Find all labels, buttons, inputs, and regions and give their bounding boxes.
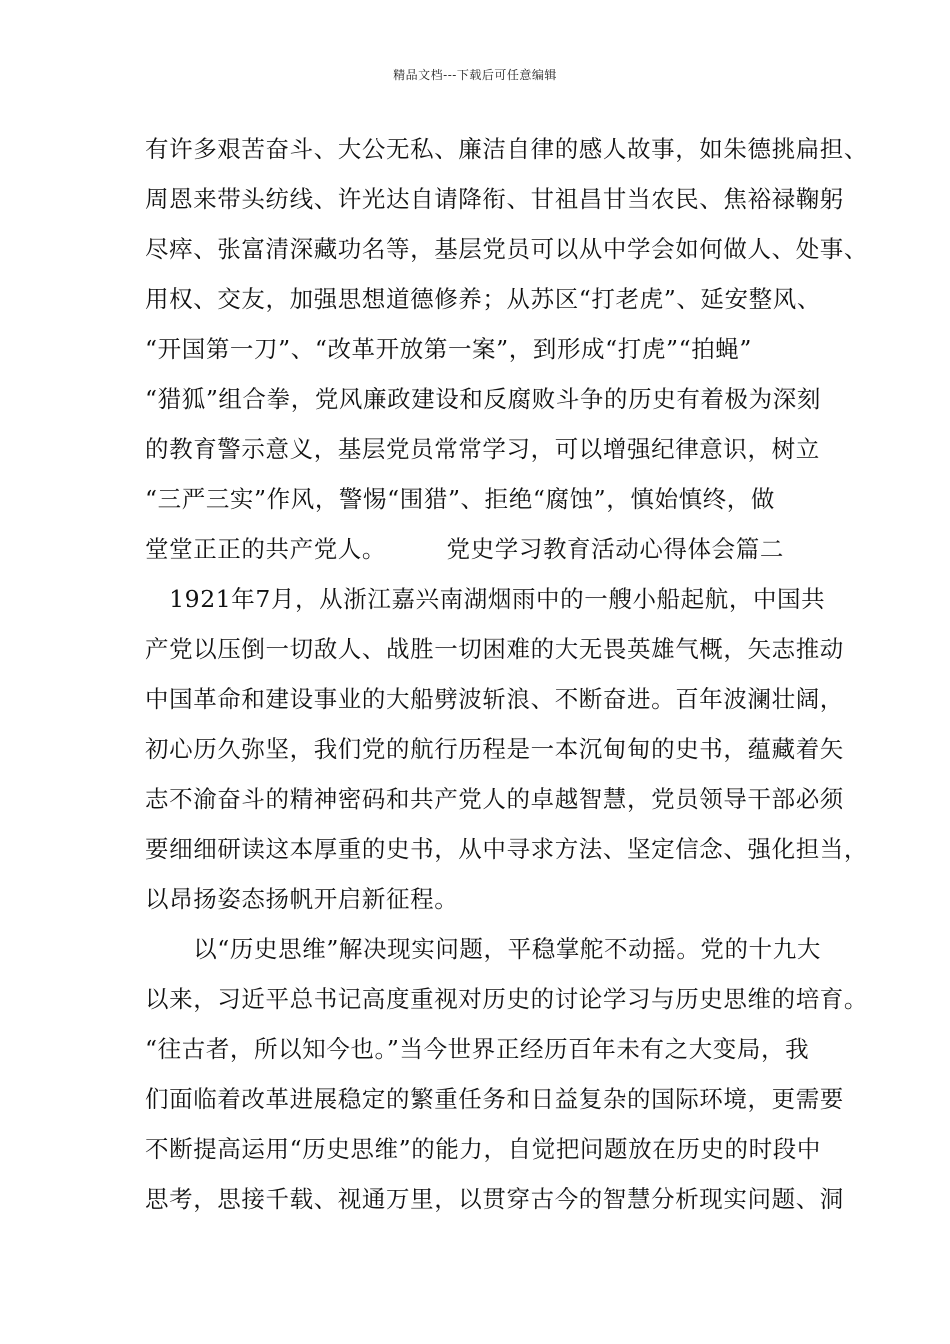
text-line: 尽瘁、张富清深藏功名等，基层党员可以从中学会如何做人、处事、 bbox=[145, 235, 868, 263]
text-line: 以昂扬姿态扬帆开启新征程。 bbox=[145, 885, 459, 913]
text-line: 1921年7月，从浙江嘉兴南湖烟雨中的一艘小船起航，中国共 bbox=[145, 585, 826, 613]
text-line: 的教育警示意义，基层党员常常学习，可以增强纪律意识，树立 bbox=[145, 435, 820, 463]
text-line: 有许多艰苦奋斗、大公无私、廉洁自律的感人故事，如朱德挑扁担、 bbox=[145, 135, 868, 163]
text-line: 不断提高运用“历史思维”的能力，自觉把问题放在历史的时段中 bbox=[145, 1135, 821, 1163]
text-line: 以“历史思维”解决现实问题，平稳掌舵不动摇。党的十九大 bbox=[145, 935, 821, 963]
text-line: “往古者，所以知今也。”当今世界正经历百年未有之大变局，我 bbox=[145, 1035, 810, 1063]
text-line: “猎狐”组合拳，党风廉政建设和反腐败斗争的历史有着极为深刻 bbox=[145, 385, 821, 413]
text-line: 初心历久弥坚，我们党的航行历程是一本沉甸甸的史书，蕴藏着矢 bbox=[145, 735, 844, 763]
text-line: 周恩来带头纺线、许光达自请降衔、甘祖昌甘当农民、焦裕禄鞠躬 bbox=[145, 185, 844, 213]
page-header: 精品文档---下载后可任意编辑 bbox=[393, 68, 557, 82]
text-line: 堂堂正正的共产党人。 党史学习教育活动心得体会篇二 bbox=[145, 535, 784, 563]
text-line: “三严三实”作风，警惕“围猎”、拒绝“腐蚀”，慎始慎终，做 bbox=[145, 485, 775, 513]
text-line: 用权、交友，加强思想道德修养；从苏区“打老虎”、延安整风、 bbox=[145, 285, 821, 313]
text-line: 要细细研读这本厚重的史书，从中寻求方法、坚定信念、强化担当， bbox=[145, 835, 868, 863]
text-line: 思考，思接千载、视通万里，以贯穿古今的智慧分析现实问题、洞 bbox=[145, 1185, 844, 1213]
text-line: “开国第一刀”、“改革开放第一案”，到形成“打虎”“拍蝇” bbox=[145, 335, 753, 363]
text-line: 产党以压倒一切敌人、战胜一切困难的大无畏英雄气概，矢志推动 bbox=[145, 635, 844, 663]
text-line: 以来，习近平总书记高度重视对历史的讨论学习与历史思维的培育。 bbox=[145, 985, 868, 1013]
text-line: 中国革命和建设事业的大船劈波斩浪、不断奋进。百年波澜壮阔， bbox=[145, 685, 844, 713]
text-line: 志不渝奋斗的精神密码和共产党人的卓越智慧，党员领导干部必须 bbox=[145, 785, 844, 813]
text-line: 们面临着改革进展稳定的繁重任务和日益复杂的国际环境，更需要 bbox=[145, 1085, 844, 1113]
